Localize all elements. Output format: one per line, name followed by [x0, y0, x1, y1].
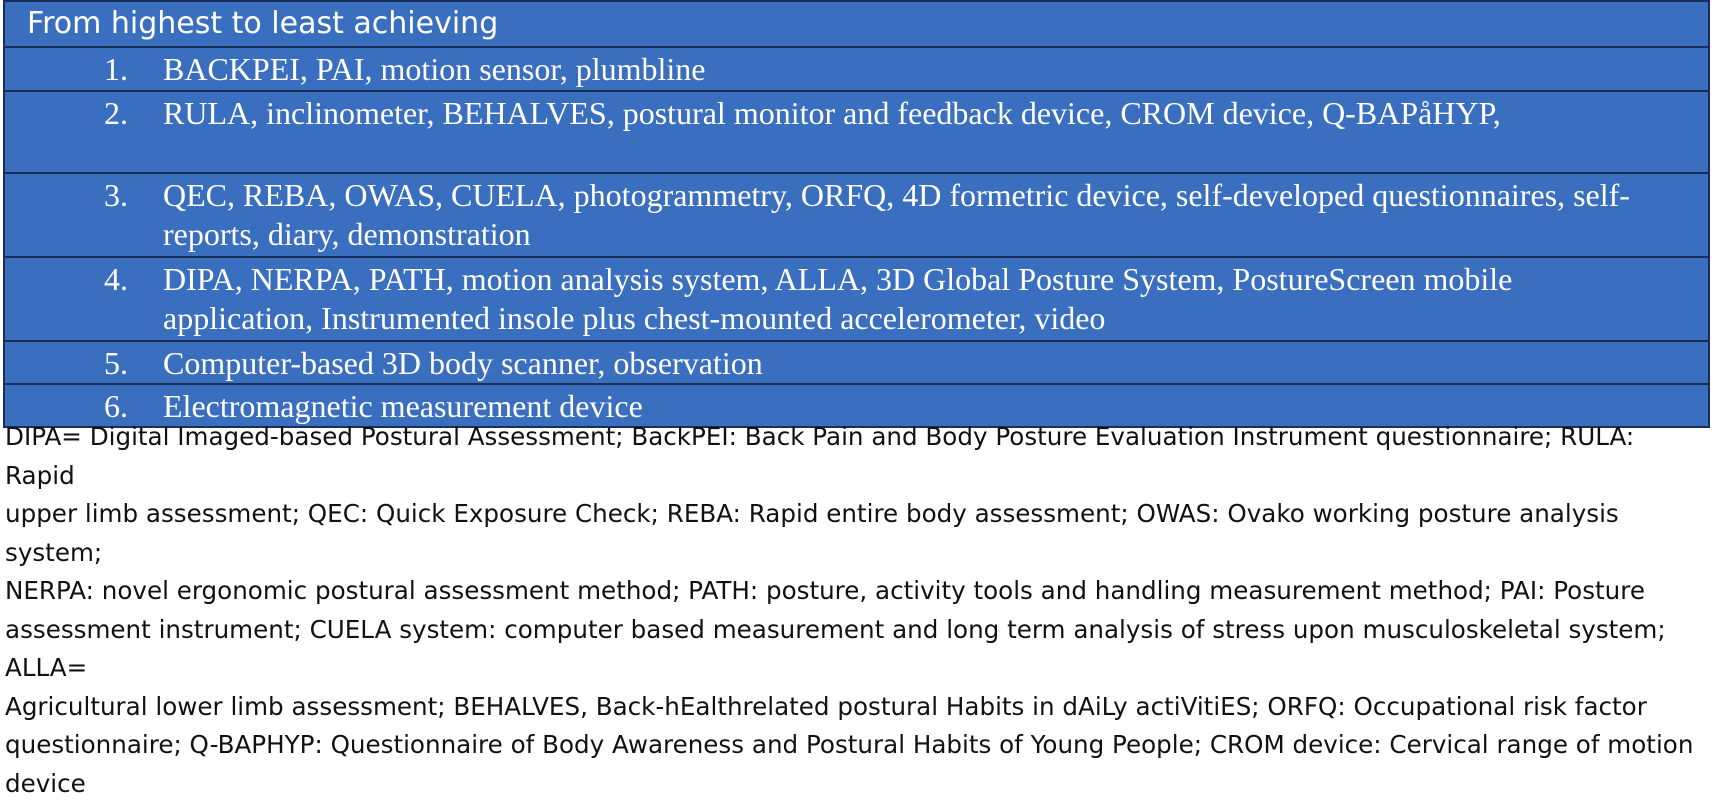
- item-number: 1.: [104, 51, 128, 87]
- table-row: [4, 173, 1709, 257]
- table-row: [4, 47, 1709, 91]
- table-row: [4, 91, 1709, 173]
- table-header: From highest to least achieving: [27, 6, 499, 41]
- item-text: DIPA, NERPA, PATH, motion analysis system, ALLA, 3D Global Posture System, PostureScreen mobile application, Instrumented insole plus chest-mounted accelerometer, video: [163, 261, 1513, 336]
- table-header-row: [4, 1, 1709, 47]
- abbreviations-note: DIPA= Digital Imaged-based Postural Assessment; BackPEI: Back Pain and Body Posture Evaluation Instrument questionnaire; RULA: Rapid upper limb assessment; QEC: Quick Exposure Check; REBA: Rapid entire body assessment; OWAS: Ovako working posture analysis system; NERPA: novel ergonomic postural assessment method; PATH: posture, activity tools and handling measurement method; PAI: Posture assessment instrument; CUELA system: computer based measurement and long term analysis of stress upon musculoskeletal system; ALLA= Agricultural lower limb assessment; BEHALVES, Back-hEalthrelated postural Habits in dAiLy actiVitiES; ORFQ: Occupational risk factor questionnaire; Q-BAPHYP: Questionnaire of Body Awareness and Postural Habits of Young People; CROM device: Cervical range of motion device: [5, 422, 1694, 798]
- table-row: [4, 341, 1709, 384]
- table-row: [4, 257, 1709, 341]
- item-number: 5.: [104, 345, 128, 381]
- list-item: [4, 341, 1709, 384]
- item-number: 2.: [104, 95, 128, 131]
- item-text: RULA, inclinometer, BEHALVES, postural monitor and feedback device, CROM device, Q-BAPåHYP,: [163, 95, 1501, 131]
- item-text: Computer-based 3D body scanner, observation: [163, 345, 763, 381]
- list-item: [4, 173, 1709, 257]
- list-item: [4, 91, 1709, 173]
- item-number: 4.: [104, 261, 128, 297]
- item-text: Electromagnetic measurement device: [163, 388, 643, 424]
- item-number: 3.: [104, 177, 128, 213]
- list-item: [4, 47, 1709, 91]
- item-text: BACKPEI, PAI, motion sensor, plumbline: [163, 51, 706, 87]
- item-text: QEC, REBA, OWAS, CUELA, photogrammetry, ORFQ, 4D formetric device, self-developed questionnaires, self-reports, diary, demonstration: [163, 177, 1630, 252]
- ranking-table: [3, 0, 1710, 428]
- table-header-cell: [4, 1, 1709, 47]
- list-item: [4, 257, 1709, 341]
- item-number: 6.: [104, 388, 128, 424]
